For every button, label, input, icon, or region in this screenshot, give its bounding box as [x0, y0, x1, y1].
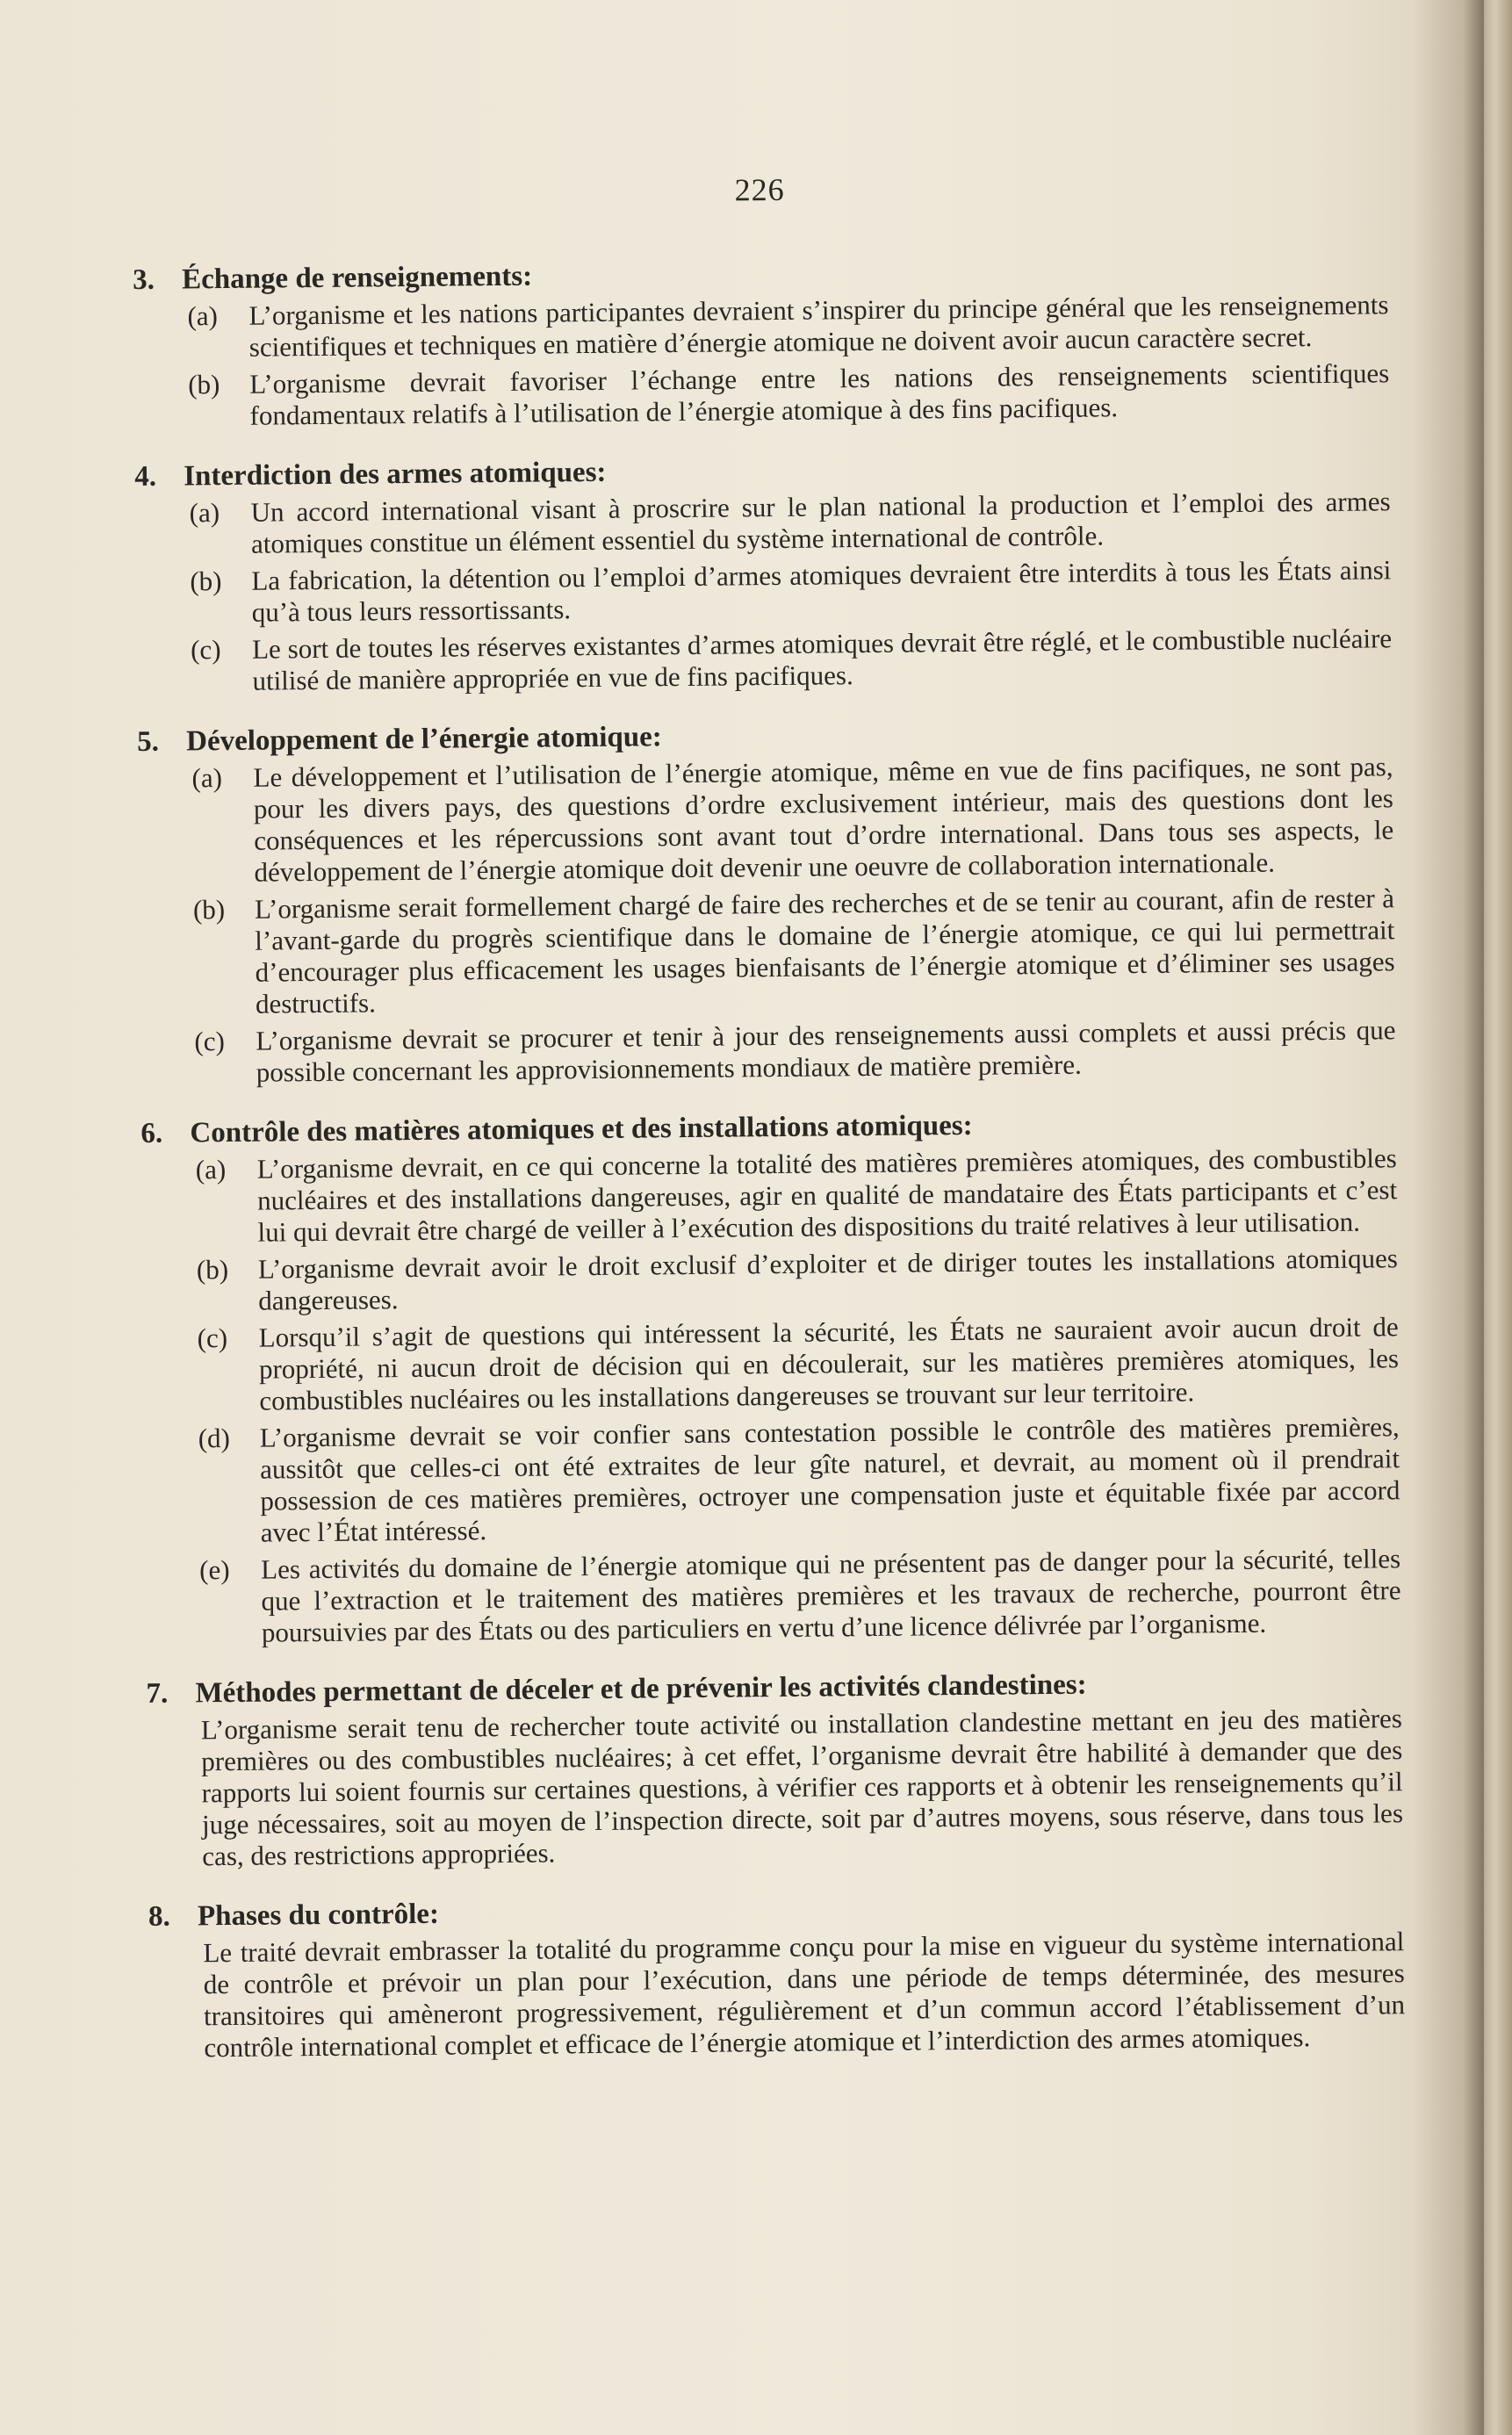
item-text: L’organisme devrait, en ce qui concerne la totalité des matières premières atomiques, des combustibles nucléaires et des installations dangereuses, agir en qualité de mandataire des États participants et c’est lui qui devrait être chargé de veiller à l’exécution des dispositions du traité relatives à leur utilisation.: [256, 1142, 1398, 1248]
section-title: Contrôle des matières atomiques et des installations atomiques:: [190, 1109, 973, 1149]
section-title: Échange de renseignements:: [181, 260, 533, 296]
section-3: [133, 250, 1390, 433]
list-item: [198, 1411, 1400, 1549]
page-content: [132, 168, 1406, 2091]
section-number: 7.: [146, 1677, 169, 1710]
list-item: [190, 554, 1392, 629]
item-list: [137, 751, 1396, 1090]
section-4: [134, 447, 1393, 698]
page-edge-shadow: [1414, 0, 1484, 2435]
list-item: [187, 289, 1389, 364]
list-item: [194, 1014, 1396, 1089]
item-list: [133, 289, 1389, 433]
item-text: Le développement et l’utilisation de l’énergie atomique, même en vue de fins pacifiques, ne sont pas, pour les divers pays, des questions d’ordre exclusivement intérieur, mais des questions dont les conséquences et les répercussions sont avant tout d’ordre international. Dans tous ses aspects, le développement de l’énergie atomique doit devenir une oeuvre de collaboration internationale.: [253, 751, 1394, 888]
item-text: Le sort de toutes les réserves existantes d’armes atomiques devrait être réglé, et le combustible nucléaire utilisé de manière appropriée en vue de fins pacifiques.: [251, 623, 1393, 696]
list-item: [191, 623, 1393, 697]
item-text: Les activités du domaine de l’énergie atomique qui ne présentent pas de danger pour la sécurité, telles que l’extraction et le traitement des matières premières et les travaux de recherche, pourront être poursuivies par des États ou des particuliers en vertu d’une licence délivrée par l’organisme.: [261, 1543, 1401, 1648]
section-number: 4.: [134, 460, 157, 493]
item-list: [141, 1142, 1401, 1650]
list-item: [197, 1243, 1399, 1317]
item-label: (c): [190, 634, 221, 666]
item-label: (b): [196, 1254, 229, 1286]
item-label: (b): [192, 894, 226, 926]
item-label: (e): [199, 1554, 230, 1586]
section-number: 6.: [140, 1117, 163, 1149]
section-title: Développement de l’énergie atomique:: [185, 721, 662, 758]
item-text: L’organisme devrait avoir le droit exclusif d’exploiter et de diriger toutes les installations atomiques dangereuses.: [257, 1243, 1399, 1316]
list-item: [188, 357, 1390, 432]
section-paragraph: Le traité devrait embrasser la totalité du programme conçu pour la mise en vigueur du système international de contrôle et prévoir un plan pour l’exécution, dans une période de temps déterminée, des mesures transitoires qui amèneront progressivement, régulièrement et d’un commun accord l’établissement d’un contrôle international complet et efficace de l’énergie atomique et l’interdiction des armes atomiques.: [203, 1926, 1406, 2064]
item-text: Un accord international visant à proscrire sur le plan national la production et l’emploi des armes atomiques constitue un élément essentiel du système international de contrôle.: [250, 486, 1391, 559]
item-text: L’organisme devrait se procurer et tenir à jour des renseignements aussi complets et aussi précis que possible concernant les approvisionnements mondiaux de matière première.: [256, 1014, 1396, 1088]
item-label: (a): [189, 497, 220, 529]
section-title: Méthodes permettant de déceler et de prévenir les activités clandestines:: [195, 1668, 1087, 1710]
page-number: 226: [734, 171, 785, 208]
item-label: (b): [190, 566, 222, 597]
book-gutter: [1484, 0, 1512, 2435]
item-text: La fabrication, la détention ou l’emploi d’armes atomiques devraient être interdits à tous les États ainsi qu’à tous leurs ressortissants.: [251, 554, 1392, 628]
section-8: [148, 1887, 1406, 2064]
section-7: [146, 1664, 1403, 1873]
item-list: [134, 486, 1392, 698]
item-label: (c): [197, 1322, 228, 1354]
section-5: [137, 712, 1396, 1090]
list-item: [191, 751, 1393, 889]
section-paragraph: L’organisme serait tenu de rechercher toute activité ou installation clandestine mettant en jeu des matières premières ou des combustibles nucléaires; à cet effet, l’organisme devrait être habilité à demander que des rapports lui soient fournis sur certaines questions, à vérifier ces rapports et à obtenir les renseignements qu’il juge nécessaires, soit au moyen de l’inspection directe, soit par d’autres moyens, sous réserve, dans tous les cas, des restrictions appropriées.: [200, 1703, 1404, 1872]
section-number: 5.: [136, 725, 160, 758]
item-text: L’organisme serait formellement chargé de faire des recherches et de se tenir au courant, afin de rester à l’avant-garde du progrès scientifique dans le domaine de l’énergie atomique, ce qui lui permettrait d’encourager plus efficacement les usages bienfaisants de l’énergie atomique et d’éliminer ses usages destructifs.: [254, 883, 1395, 1019]
item-text: L’organisme et les nations participantes devraient s’inspirer du principe général que les renseignements scientifiques et techniques en matière d’énergie atomique ne doivent avoir aucun caractère secret.: [248, 289, 1389, 363]
item-label: (d): [198, 1422, 231, 1454]
item-text: Lorsqu’il s’agit de questions qui intéressent la sécurité, les États ne sauraient avoir aucun droit de propriété, ni aucun droit de décision qui en découlerait, sur les matières premières atomiques, les combustibles nucléaires ou les installations dangereuses se trouvant sur leur territoire.: [258, 1311, 1400, 1416]
item-label: (a): [191, 762, 223, 794]
list-item: [193, 883, 1395, 1020]
section-6: [140, 1104, 1401, 1650]
item-label: (a): [195, 1154, 227, 1185]
item-label: (a): [187, 300, 219, 332]
section-title: Interdiction des armes atomiques:: [184, 456, 607, 493]
item-label: (b): [188, 369, 220, 400]
list-item: [189, 486, 1391, 560]
list-item: [199, 1543, 1401, 1649]
list-item: [196, 1142, 1398, 1249]
section-number: 3.: [132, 263, 155, 296]
item-label: (c): [194, 1026, 225, 1057]
section-number: 8.: [148, 1900, 170, 1933]
item-text: L’organisme devrait se voir confier sans contestation possible le contrôle des matières premières, aussitôt que celles-ci ont été extraites de leur gîte naturel, et devrait, au moment où il prendrait possession de ces matières premières, octroyer une compensation juste et équitable fixée par accord avec l’État intéressé.: [259, 1411, 1400, 1548]
section-title: Phases du contrôle:: [197, 1898, 440, 1933]
item-text: L’organisme devrait favoriser l’échange entre les nations des renseignements scientifiques fondamentaux relatifs à l’utilisation de l’énergie atomique à des fins pacifiques.: [249, 357, 1390, 431]
list-item: [197, 1311, 1399, 1417]
